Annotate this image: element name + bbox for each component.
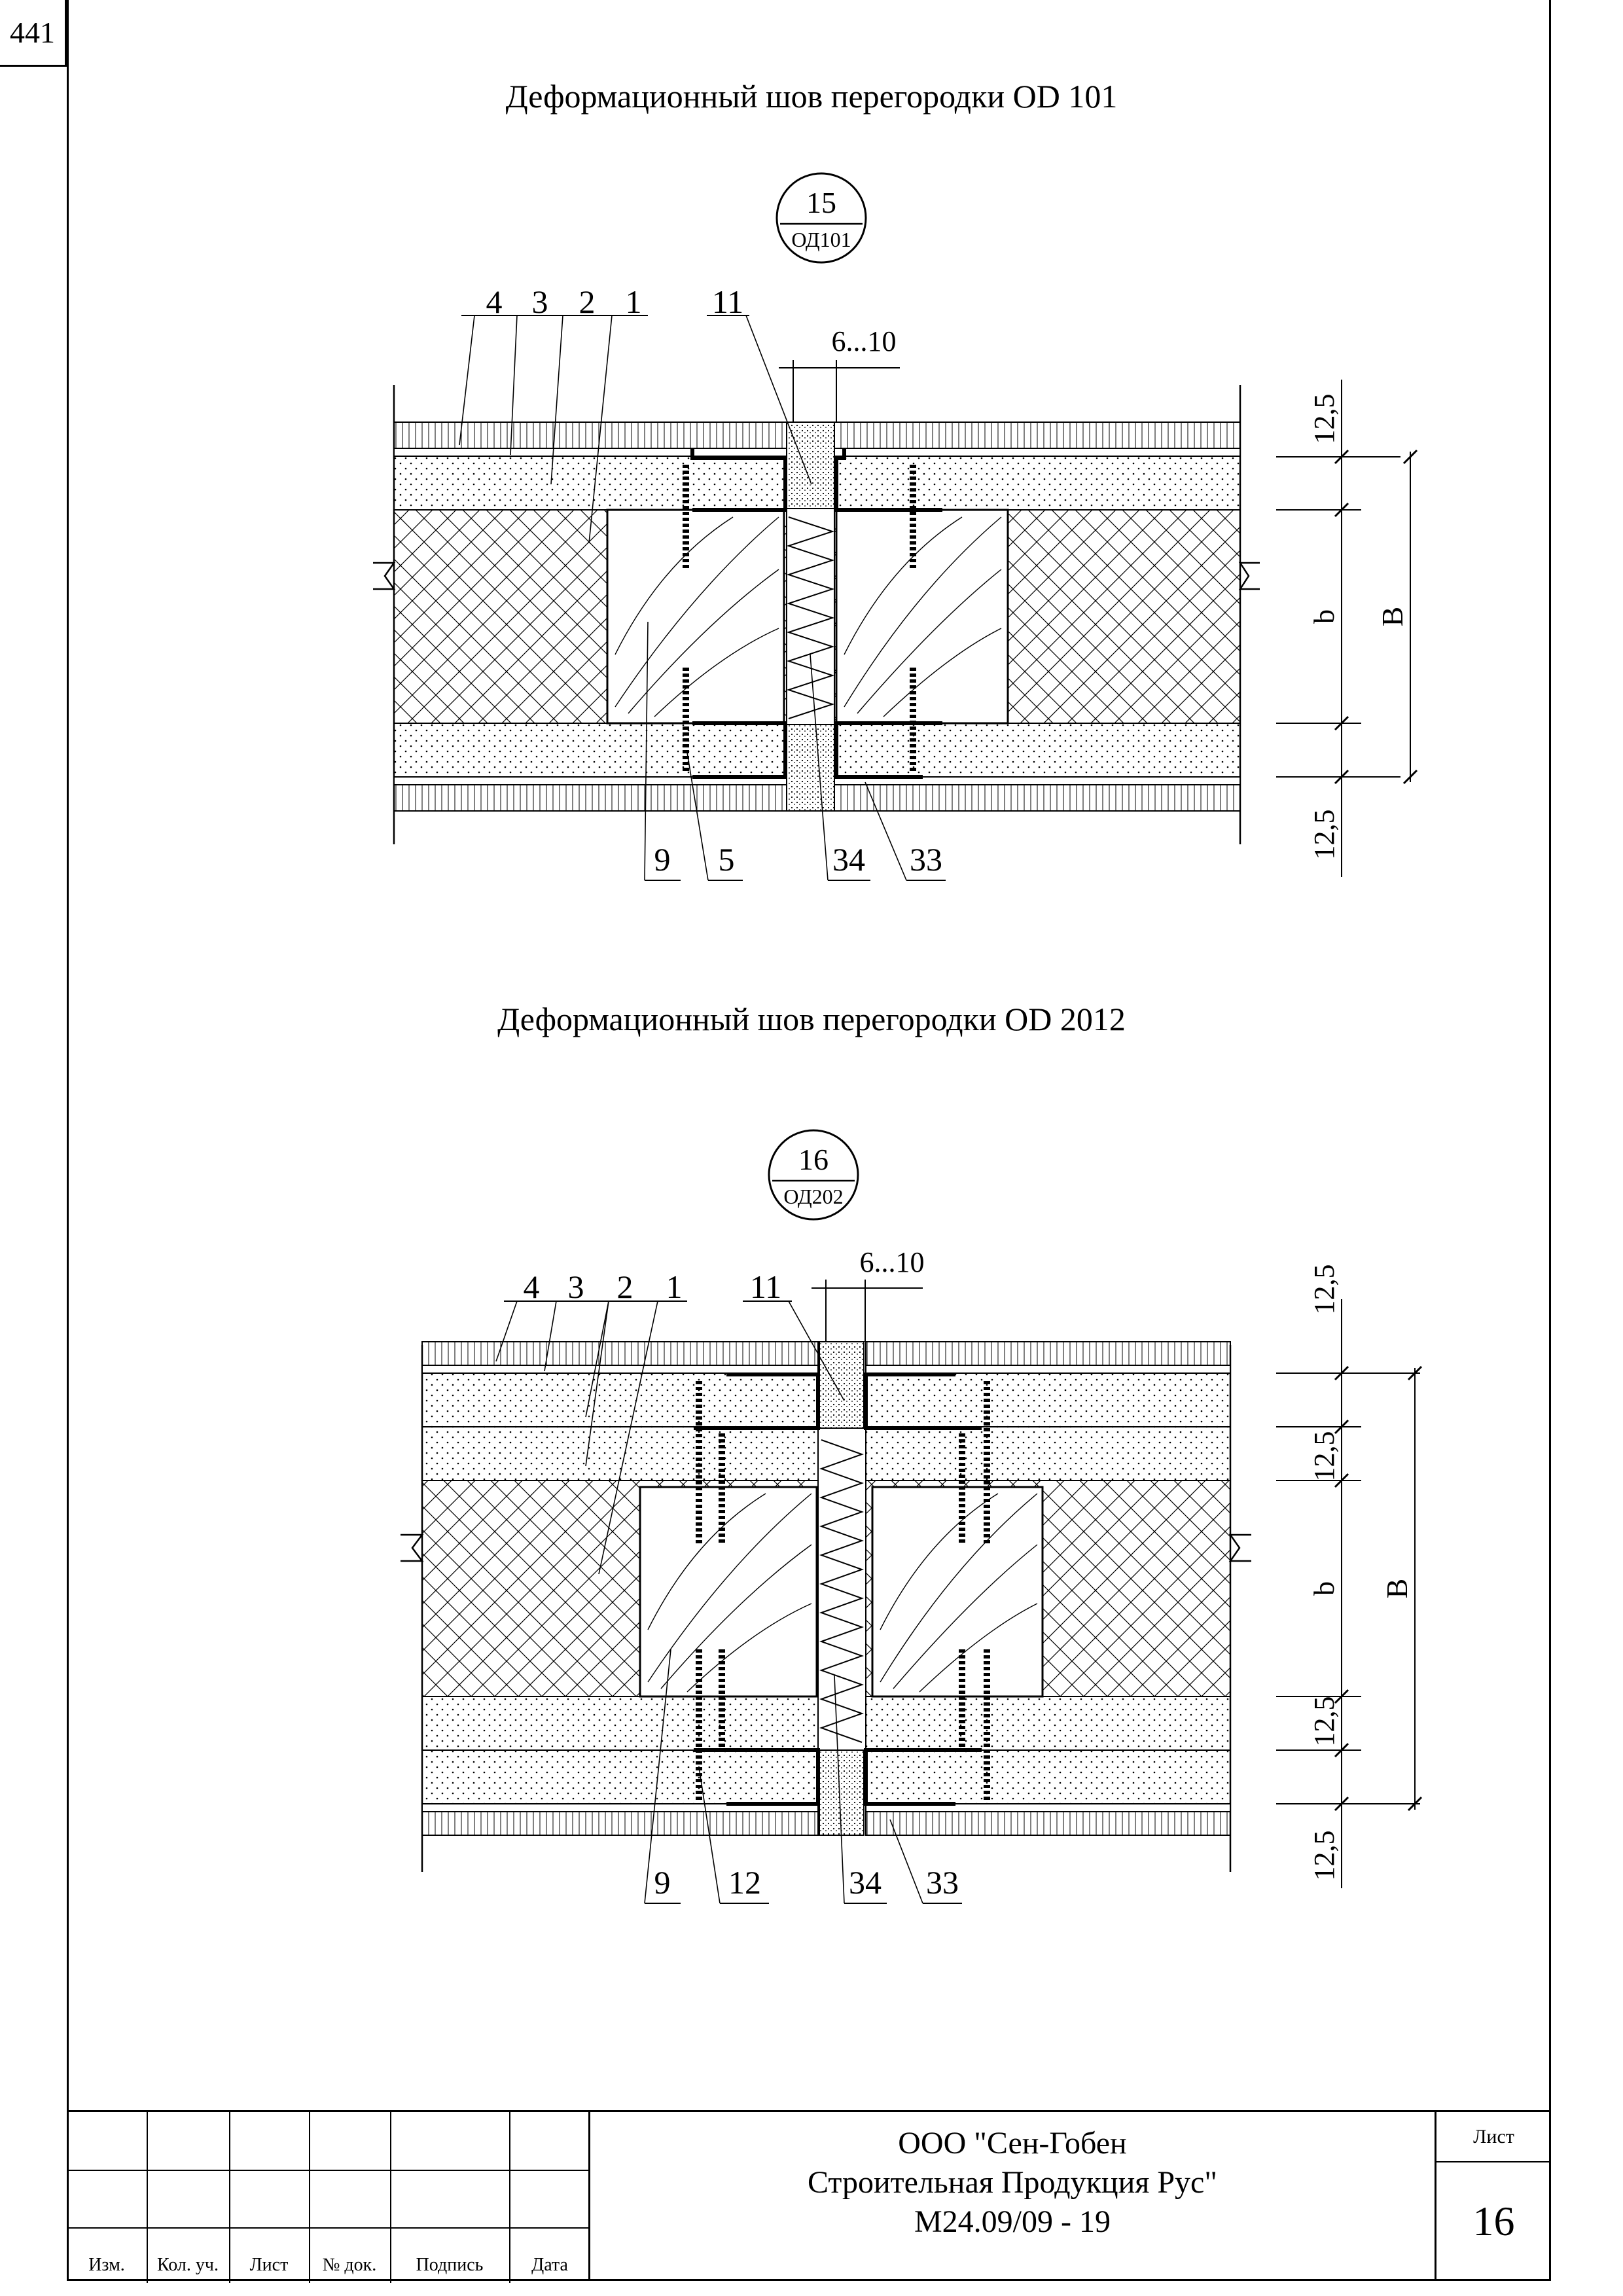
d1-top-label-4: 11: [711, 283, 744, 320]
detail1-gap-dim: 6...10: [831, 325, 897, 357]
detail1-marker-code: ОД101: [791, 228, 851, 251]
d2-dim-3: 12,5: [1308, 1696, 1340, 1747]
tb-col-izm: Изм.: [88, 2255, 125, 2275]
d2-top-label-4: 11: [749, 1268, 782, 1305]
detail1-section: [373, 173, 1417, 880]
d2-top-label-0: 4: [523, 1268, 540, 1305]
d1-dim-b: b: [1308, 609, 1340, 624]
tb-company: [590, 2110, 1435, 2281]
tb-company-line2: Строительная Продукция Рус": [808, 2165, 1217, 2200]
d1-dim-top: 12,5: [1308, 393, 1340, 444]
d1-bottom-label-1: 5: [718, 841, 735, 878]
tb-company-line1: ООО "Сен-Гобен: [898, 2126, 1127, 2161]
detail2-gap-dim: 6...10: [859, 1246, 925, 1278]
d2-bottom-label-2: 34: [849, 1864, 882, 1901]
detail1-marker: [777, 173, 866, 262]
d1-bottom-label-0: 9: [654, 841, 671, 878]
d1-dim-bottom: 12,5: [1308, 809, 1340, 860]
detail2-marker-code: ОД202: [783, 1185, 844, 1208]
d1-top-label-2: 2: [579, 283, 596, 320]
d1-top-label-3: 1: [625, 283, 642, 320]
tb-sheet-number: 16: [1472, 2198, 1515, 2244]
d2-dim-2: 12,5: [1308, 1431, 1340, 1482]
detail2-marker-num: 16: [798, 1143, 829, 1176]
detail1-marker-num: 15: [806, 186, 836, 219]
d2-dim-B: B: [1380, 1578, 1414, 1599]
d2-bottom-label-1: 12: [728, 1864, 761, 1901]
d2-dim-1: 12,5: [1308, 1264, 1340, 1315]
tb-col-kol: Кол. уч.: [157, 2255, 219, 2275]
d2-top-label-1: 3: [567, 1268, 584, 1305]
d2-bottom-label-0: 9: [654, 1864, 671, 1901]
revision-grid: [67, 2110, 590, 2281]
d2-dim-4: 12,5: [1308, 1830, 1340, 1881]
d1-bottom-label-3: 33: [910, 841, 942, 878]
page-number: 441: [0, 0, 67, 67]
detail2-dimensions: [1276, 1265, 1421, 1889]
d1-top-label-1: 3: [531, 283, 548, 320]
detail1-dimensions: [1276, 380, 1417, 877]
tb-col-list: Лист: [249, 2255, 289, 2275]
d1-dim-B: B: [1376, 606, 1409, 627]
d1-top-label-0: 4: [486, 283, 503, 320]
tb-sheet-box: [1435, 2110, 1551, 2281]
tb-col-sign: Подпись: [416, 2255, 484, 2275]
tb-sheet-label: Лист: [1436, 2112, 1551, 2162]
d2-dim-b: b: [1308, 1581, 1340, 1596]
tb-col-doc: № док.: [322, 2255, 377, 2275]
d2-top-label-3: 1: [666, 1268, 683, 1305]
tb-col-date: Дата: [531, 2255, 568, 2275]
d2-bottom-label-3: 33: [926, 1864, 959, 1901]
detail2-section: [401, 1130, 1421, 1903]
detail2-marker: [769, 1130, 858, 1219]
d1-bottom-label-2: 34: [832, 841, 865, 878]
tb-doc-code: М24.09/09 - 19: [914, 2204, 1111, 2239]
title-block: [67, 2110, 1551, 2281]
d2-top-label-2: 2: [616, 1268, 633, 1305]
detail1-title: Деформационный шов перегородки OD 101: [505, 78, 1118, 115]
detail2-title: Деформационный шов перегородки OD 2012: [497, 1001, 1126, 1037]
